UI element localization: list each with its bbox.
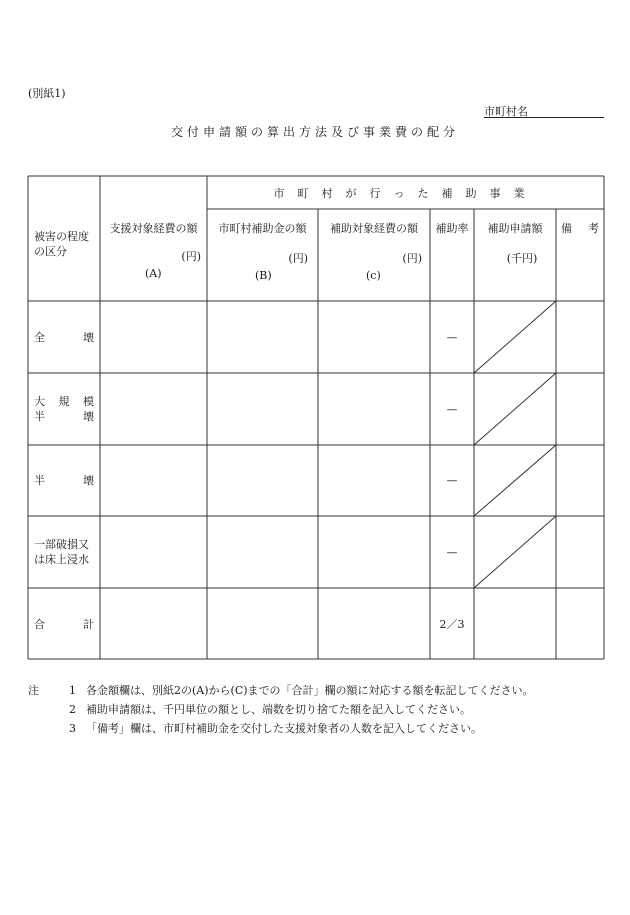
rate-total: 2／3 [439,618,465,631]
note-item: 注 1 各金額欄は、別紙2の(A)から(C)までの「合計」欄の額に対応する額を転記してください。 [28,681,534,700]
rate-large-scale-half: — [446,403,458,416]
rate-total-destruction: — [446,331,458,344]
header-muni-program-group: 市町村が行った補助事業 [273,187,538,200]
attachment-label: (別紙1) [28,87,66,100]
municipality-name-label: 市町村名 [484,105,528,118]
rate-partial-damage: — [446,546,458,559]
row-label-half-destruction: 半 壊 [34,474,94,487]
header-subsidy-rate: 補助率 [435,222,469,235]
municipality-name-underline [484,117,604,118]
header-subsidy-request: 補助申請額 (千円) [487,222,543,265]
header-muni-subsidy: 市町村補助金の額 (円) (B) [218,222,308,282]
notes-section [28,681,534,738]
note-item: 3 「備考」欄は、市町村補助金を交付した支援対象者の人数を記入してください。 [69,722,482,735]
header-damage-category: 被害の程度 の区分 [34,230,89,258]
remarks-char: 備 [561,222,572,235]
document-title: 交付申請額の算出方法及び事業費の配分 [170,125,459,139]
row-label-total-destruction: 全 壊 [34,331,94,344]
row-label-total: 合 計 [34,618,94,631]
note-item: 2 補助申請額は、千円単位の額とし、端数を切り捨てた額を記入してください。 [69,703,471,716]
header-subsidy-cost: 補助対象経費の額 (円) (c) [330,222,422,282]
header-remarks [561,221,599,236]
rate-half-destruction: — [446,474,458,487]
header-support-cost: 支援対象経費の額 (円) (A) [109,222,201,280]
remarks-text [561,221,599,236]
row-label-partial-damage: 一部破損又 は床上浸水 [34,538,89,566]
notes-lead: 注 [28,684,39,697]
row-label-large-scale-half: 大 規 模 半 壊 [34,395,94,423]
remarks-char: 考 [588,222,599,235]
